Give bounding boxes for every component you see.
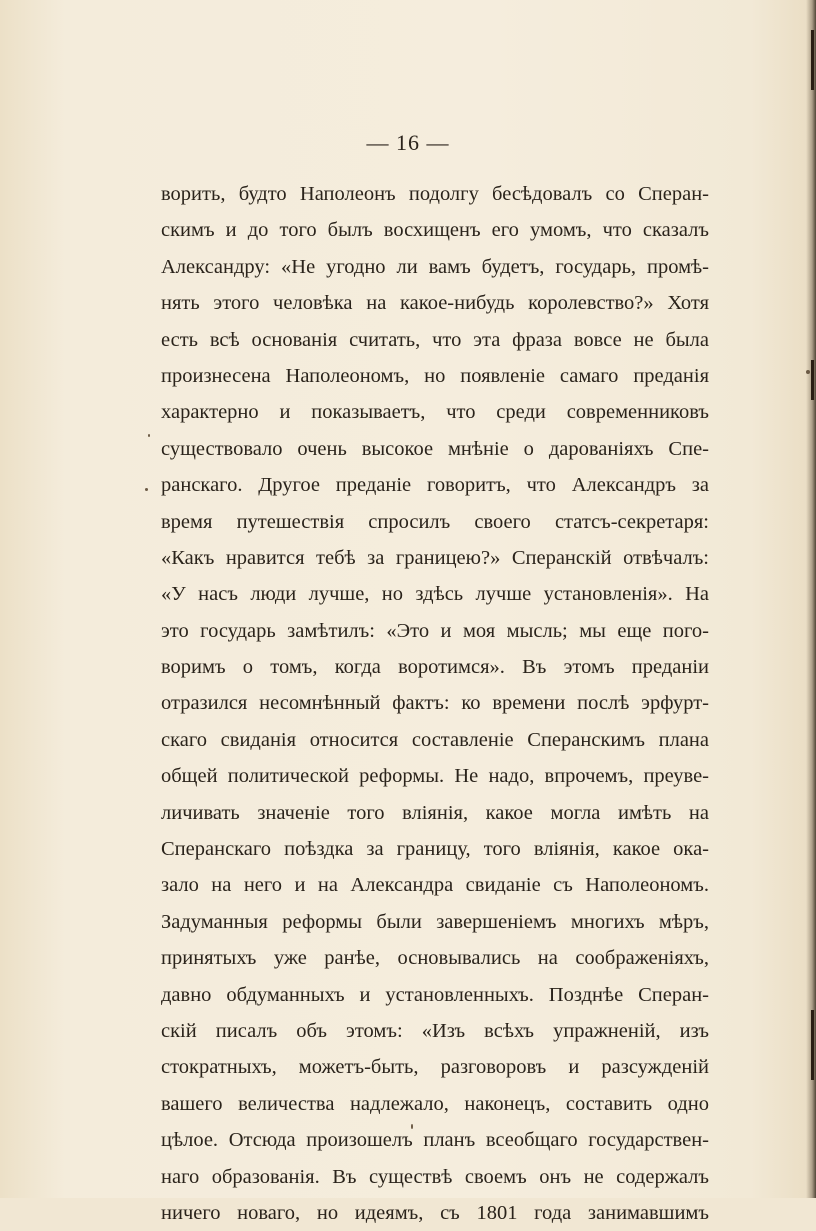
text-line: ворить, будто Наполеонъ подолгу бесѣдовалъ со Сперан- xyxy=(161,183,709,205)
text-line: нять этого человѣка на какое-нибудь королевство?» Хотя xyxy=(161,292,709,315)
text-line: зало на него и на Александра свиданіе съ Наполеономъ. xyxy=(161,874,709,897)
page-edge-mark xyxy=(811,360,814,400)
text-line: «Какъ нравится тебѣ за границею?» Сперанскій отвѣчалъ: xyxy=(161,546,709,569)
text-line: общей политической реформы. Не надо, впрочемъ, преуве- xyxy=(161,765,709,788)
text-line: Сперанскаго поѣздка за границу, того вліянія, какое ока- xyxy=(161,838,709,861)
paper-speck xyxy=(411,1124,413,1129)
text-line: вашего величества надлежало, наконецъ, составить одно xyxy=(161,1092,709,1115)
text-line: характерно и показываетъ, что среди современниковъ xyxy=(161,401,709,424)
text-line: воримъ о томъ, когда воротимся». Въ этомъ преданіи xyxy=(161,656,709,679)
page-number: — 16 — xyxy=(366,130,450,155)
text-line: наго образованія. Въ существѣ своемъ онъ не содержалъ xyxy=(161,1165,709,1188)
text-line: время путешествія спросилъ своего статсъ-секретаря: xyxy=(161,510,709,533)
text-line: цѣлое. Отсюда произошелъ планъ всеобщаго государствен- xyxy=(161,1129,709,1152)
body-text xyxy=(161,176,709,1231)
paper-speck xyxy=(148,434,150,437)
text-line: есть всѣ основанія считать, что эта фраза вовсе не была xyxy=(161,328,709,351)
text-line: скій писалъ объ этомъ: «Изъ всѣхъ упражненій, изъ xyxy=(161,1019,709,1042)
text-line: стократныхъ, можетъ-быть, разговоровъ и разсужденій xyxy=(161,1056,709,1079)
text-line: существовало очень высокое мнѣніе о дарованіяхъ Спе- xyxy=(161,437,709,460)
text-line: личивать значеніе того вліянія, какое могла имѣть на xyxy=(161,801,709,824)
text-line: ранскаго. Другое преданіе говоритъ, что Александръ за xyxy=(161,474,709,497)
text-line: принятыхъ уже ранѣе, основывались на соображеніяхъ, xyxy=(161,947,709,970)
text-line: Задуманныя реформы были завершеніемъ многихъ мѣръ, xyxy=(161,910,709,933)
paper-speck xyxy=(145,488,148,491)
text-line: скаго свиданія относится составленіе Сперанскимъ плана xyxy=(161,728,709,751)
text-line: произнесена Наполеономъ, но появленіе самаго преданія xyxy=(161,364,709,387)
page-edge-mark xyxy=(811,30,814,90)
text-line: отразился несомнѣнный фактъ: ко времени послѣ эрфурт- xyxy=(161,692,709,715)
text-line: скимъ и до того былъ восхищенъ его умомъ, что сказалъ xyxy=(161,219,709,242)
paper-speck xyxy=(806,370,810,374)
text-line: Александру: «Не угодно ли вамъ будетъ, государь, промѣ- xyxy=(161,255,709,278)
text-line: «У насъ люди лучше, но здѣсь лучше установленія». На xyxy=(161,583,709,606)
text-line: ничего новаго, но идеямъ, съ 1801 года занимавшимъ xyxy=(161,1201,709,1224)
page-edge-mark xyxy=(811,1010,814,1080)
text-line: это государь замѣтилъ: «Это и моя мысль; мы еще пого- xyxy=(161,619,709,642)
text-line: давно обдуманныхъ и установленныхъ. Позднѣе Сперан- xyxy=(161,983,709,1006)
